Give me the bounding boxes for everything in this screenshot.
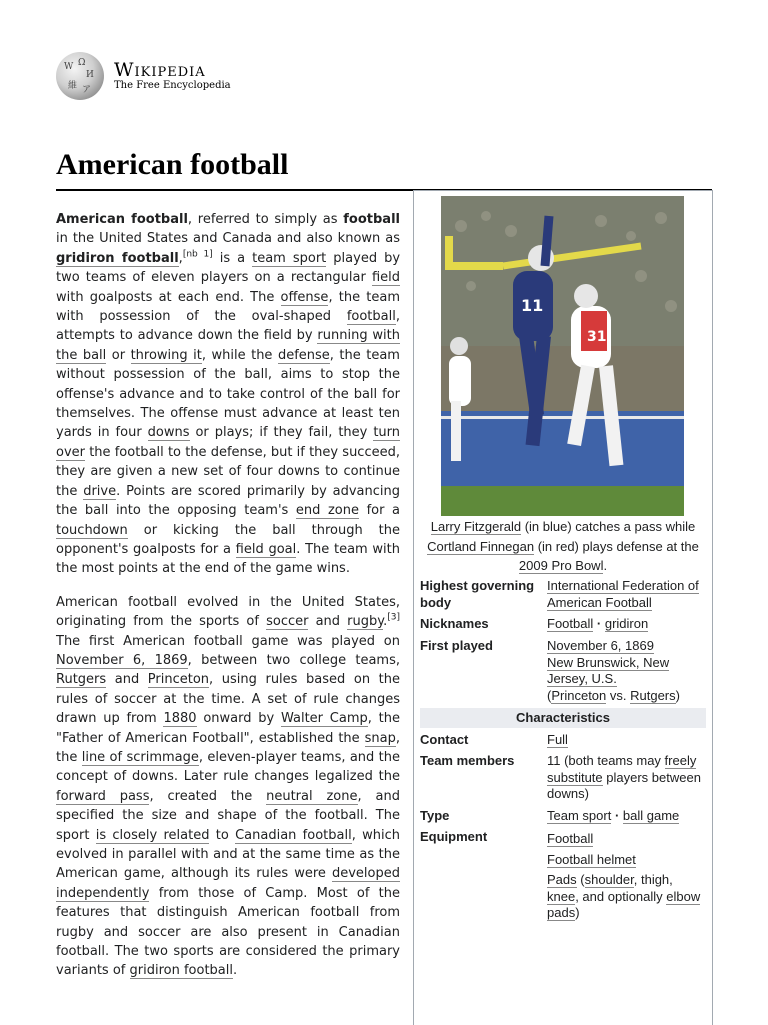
link-football-helmet[interactable]: Football helmet <box>547 851 636 867</box>
link-ball-game[interactable]: ball game <box>622 808 680 823</box>
link-shoulder-pads[interactable]: shoulder <box>584 872 634 887</box>
article-body <box>56 210 400 995</box>
link-team-sport[interactable]: team sport <box>252 250 327 266</box>
wikipedia-globe-icon: W Ω И 維 ア <box>56 52 104 100</box>
infobox-row-first-played: First played November 6, 1869 New Brunswick, New Jersey, U.S. (Princeton vs. Rutgers) <box>420 638 680 703</box>
link-rutgers[interactable]: Rutgers <box>630 687 676 703</box>
infobox-row-equipment: Equipment Football Football helmet Pads (shoulder, thigh, knee, and optionally elbow pads) <box>420 829 701 920</box>
page-title: American football <box>56 148 289 181</box>
link-princeton[interactable]: Princeton <box>551 687 607 703</box>
caption-link-fitzgerald[interactable]: Larry Fitzgerald <box>430 519 522 534</box>
link-team-sport-type[interactable]: Team sport <box>547 808 612 823</box>
infobox <box>413 190 713 1025</box>
wordmark-title: Wikipedia <box>114 59 206 81</box>
wordmark-subtitle: The Free Encyclopedia <box>114 80 231 91</box>
red-jersey-number: 31 <box>587 329 607 345</box>
link-ifaf[interactable]: International Federation of American Football <box>547 578 699 610</box>
paragraph-2: American football evolved in the United States, originating from the sports of soccer and rugby.[3] The first American football game was played on November 6, 1869, between two college teams, Rutgers and Princeton, using rules based on the rules of soccer at the time. A set of rule changes drawn up from 1880 onward by Walter Camp, the "Father of American Football", established the snap, the line of scrimmage, eleven-player teams, and the concept of downs. Later rule changes legalized the forward pass, created the neutral zone, and specified the size and shape of the football. The sport is closely related to Canadian football, which evolved in parallel with and at the same time as the American game, although its rules were developed independently from those of Camp. Most of the features that distinguish American football from rugby and soccer are also present in Canadian football. The two sports are considered the primary variants of gridiron football. <box>56 594 401 979</box>
section-characteristics: Characteristics <box>420 708 706 728</box>
link-full-contact[interactable]: Full <box>547 732 568 747</box>
infobox-photo[interactable] <box>441 196 684 516</box>
blue-jersey-number: 11 <box>521 296 544 315</box>
photo-illustration <box>441 196 684 516</box>
wikipedia-brand[interactable] <box>56 52 712 100</box>
paragraph-1: American football, referred to simply as football in the United States and Canada and also known as gridiron football,[nb 1] is a team sport played by two teams of eleven players on a rectangular field with goalposts at each end. The offense, the team with possession of the oval-shaped football, attempts to advance down the field by running with the ball or throwing it, while the defense, the team without possession of the ball, aims to stop the offense's advance and to take control of the ball for themselves. The offense must advance at least ten yards in four downs or plays; if they fail, they turn over the football to the defense, but if they succeed, they are given a new set of four downs to continue the drive. Points are scored primarily by advancing the ball into the opposing team's end zone for a touchdown or kicking the ball through the opponent's goalposts for a field goal. The team with the most points at the end of the game wins. <box>56 212 401 577</box>
link-gridiron[interactable]: gridiron <box>604 616 649 631</box>
link-pads[interactable]: Pads <box>547 872 577 887</box>
wordmark <box>114 60 231 92</box>
link-first-date[interactable]: November 6, 1869 <box>547 638 654 653</box>
link-elbow-pads[interactable]: elbow pads <box>547 888 701 920</box>
link-free-substitution[interactable]: freely substitute <box>547 753 697 785</box>
caption-link-pro-bowl[interactable]: 2009 Pro Bowl <box>518 558 604 573</box>
infobox-row-type: Type Team sport · ball game <box>420 808 680 823</box>
link-equipment-football[interactable]: Football <box>547 831 594 846</box>
infobox-row-contact: Contact Full <box>420 732 568 747</box>
link-new-brunswick[interactable]: New Brunswick, New Jersey, U.S. <box>547 654 670 686</box>
infobox-row-governing: Highest governing body International Federation of American Football <box>420 578 699 610</box>
caption-link-finnegan[interactable]: Cortland Finnegan <box>427 538 535 554</box>
link-gridiron-football[interactable]: gridiron football <box>56 250 179 266</box>
infobox-row-team-members: Team members 11 (both teams may freely substitute players between downs) <box>420 753 701 801</box>
link-football[interactable]: Football <box>547 616 594 631</box>
photo-caption: Larry Fitzgerald (in blue) catches a pass while Cortland Finnegan (in red) plays defense at the 2009 Pro Bowl. <box>427 519 699 573</box>
infobox-row-nicknames: Nicknames Football · gridiron <box>420 616 649 631</box>
link-knee-pads[interactable]: knee <box>547 888 576 904</box>
